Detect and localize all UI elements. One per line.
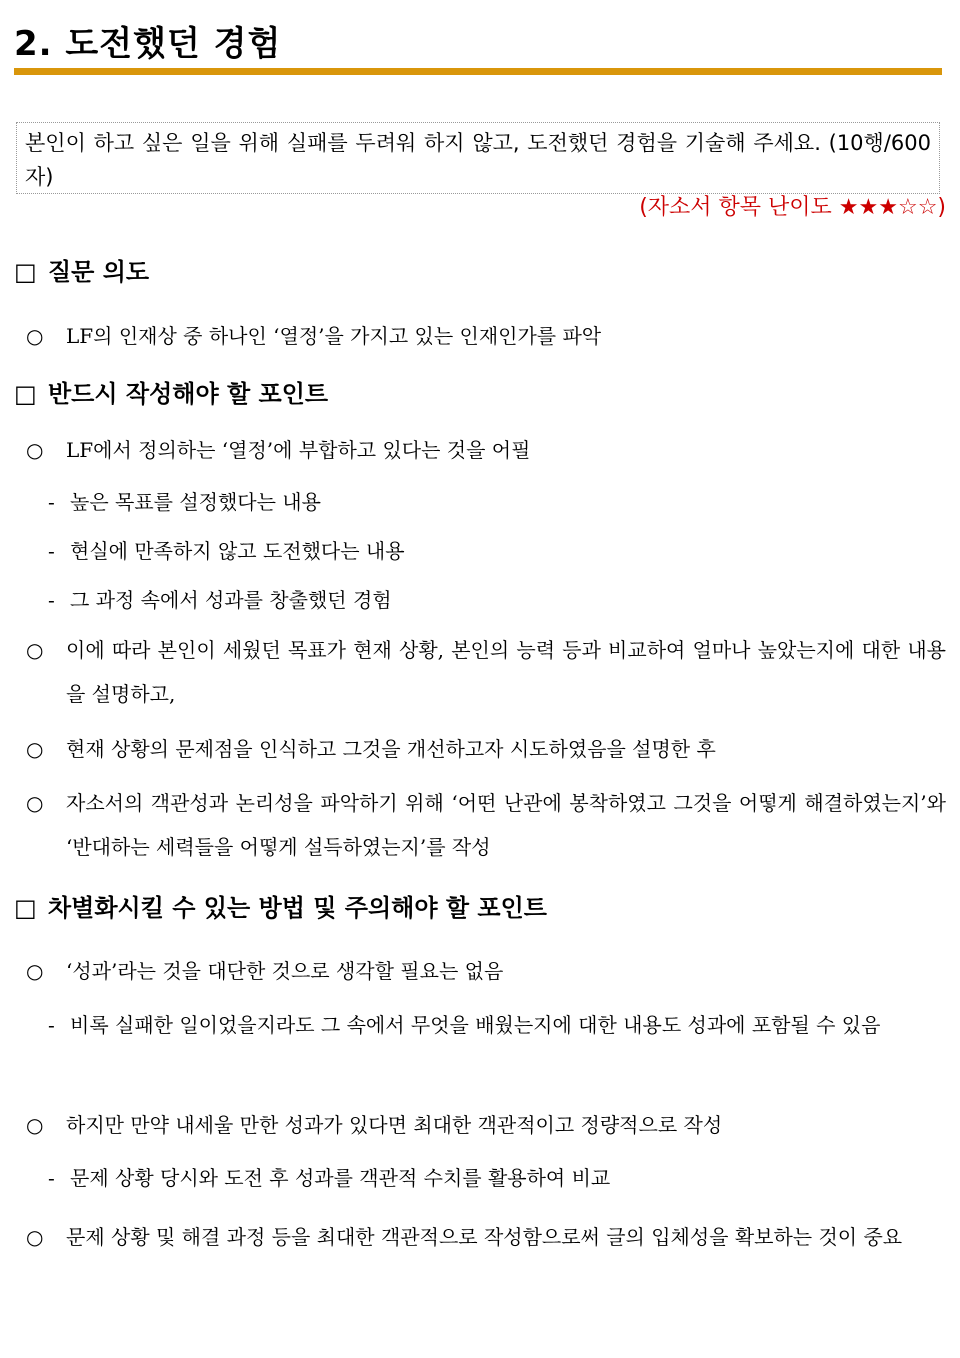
dash-bullet-icon: - <box>48 1166 55 1190</box>
sub-list-item <box>48 1003 946 1047</box>
list-item <box>26 1103 946 1147</box>
sub-list-item <box>48 578 946 622</box>
title-underline <box>14 68 942 75</box>
dash-bullet-icon: - <box>48 490 55 514</box>
circle-bullet-icon: ○ <box>26 438 44 462</box>
difficulty-rating: (자소서 항목 난이도 ★★★☆☆) <box>639 195 946 220</box>
checkbox-square-icon: □ <box>14 380 37 408</box>
sub-list-item <box>48 529 946 573</box>
sub-list-item <box>48 1156 946 1200</box>
section-heading-label: 차별화시킬 수 있는 방법 및 주의해야 할 포인트 <box>48 894 547 922</box>
section-heading-label: 질문 의도 <box>48 258 150 286</box>
sub-list-item-text: 문제 상황 당시와 도전 후 성과를 객관적 수치를 활용하여 비교 <box>70 1166 611 1190</box>
page-title: 2. 도전했던 경험 <box>14 24 282 64</box>
section-heading-key-points <box>14 378 328 410</box>
question-prompt-text: 본인이 하고 싶은 일을 위해 실패를 두려워 하지 않고, 도전했던 경험을 기술해 주세요. (10행/600자) <box>25 131 931 189</box>
list-item <box>26 628 946 716</box>
circle-bullet-icon: ○ <box>26 791 44 815</box>
section-heading-differentiation <box>14 892 547 924</box>
list-item-text: 이에 따라 본인이 세웠던 목표가 현재 상황, 본인의 능력 등과 비교하여 얼마나 높았는지에 대한 내용을 설명하고, <box>66 638 946 706</box>
sub-list-item-text: 높은 목표를 설정했다는 내용 <box>70 490 321 514</box>
sub-list-item-text: 현실에 만족하지 않고 도전했다는 내용 <box>70 539 405 563</box>
list-item-text: LF에서 정의하는 ‘열정’에 부합하고 있다는 것을 어필 <box>66 438 531 462</box>
list-item-text: 문제 상황 및 해결 과정 등을 최대한 객관적으로 작성함으로써 글의 입체성을 확보하는 것이 중요 <box>66 1225 903 1249</box>
sub-list-item <box>48 480 946 524</box>
list-item-text: 현재 상황의 문제점을 인식하고 그것을 개선하고자 시도하였음을 설명한 후 <box>66 737 716 761</box>
circle-bullet-icon: ○ <box>26 1113 44 1137</box>
list-item <box>26 314 946 358</box>
list-item <box>26 781 946 869</box>
list-item <box>26 1215 946 1259</box>
list-item <box>26 727 946 771</box>
list-item <box>26 949 946 993</box>
section-heading-label: 반드시 작성해야 할 포인트 <box>48 380 329 408</box>
list-item-text: 하지만 만약 내세울 만한 성과가 있다면 최대한 객관적이고 정량적으로 작성 <box>66 1113 723 1137</box>
dash-bullet-icon: - <box>48 588 55 612</box>
circle-bullet-icon: ○ <box>26 1225 44 1249</box>
circle-bullet-icon: ○ <box>26 638 44 662</box>
sub-list-item-text: 비록 실패한 일이었을지라도 그 속에서 무엇을 배웠는지에 대한 내용도 성과에 포함될 수 있음 <box>70 1013 881 1037</box>
list-item-text: ‘성과’라는 것을 대단한 것으로 생각할 필요는 없음 <box>66 959 504 983</box>
circle-bullet-icon: ○ <box>26 324 44 348</box>
circle-bullet-icon: ○ <box>26 959 44 983</box>
checkbox-square-icon: □ <box>14 258 37 286</box>
checkbox-square-icon: □ <box>14 894 37 922</box>
list-item-text: LF의 인재상 중 하나인 ‘열정’을 가지고 있는 인재인가를 파악 <box>66 324 602 348</box>
section-heading-intent <box>14 256 149 288</box>
circle-bullet-icon: ○ <box>26 737 44 761</box>
sub-list-item-text: 그 과정 속에서 성과를 창출했던 경험 <box>70 588 392 612</box>
dash-bullet-icon: - <box>48 1013 55 1037</box>
question-prompt-box <box>16 122 940 194</box>
list-item <box>26 428 946 472</box>
dash-bullet-icon: - <box>48 539 55 563</box>
list-item-text: 자소서의 객관성과 논리성을 파악하기 위해 ‘어떤 난관에 봉착하였고 그것을 어떻게 해결하였는지’와 ‘반대하는 세력들을 어떻게 설득하였는지’를 작성 <box>66 791 946 859</box>
